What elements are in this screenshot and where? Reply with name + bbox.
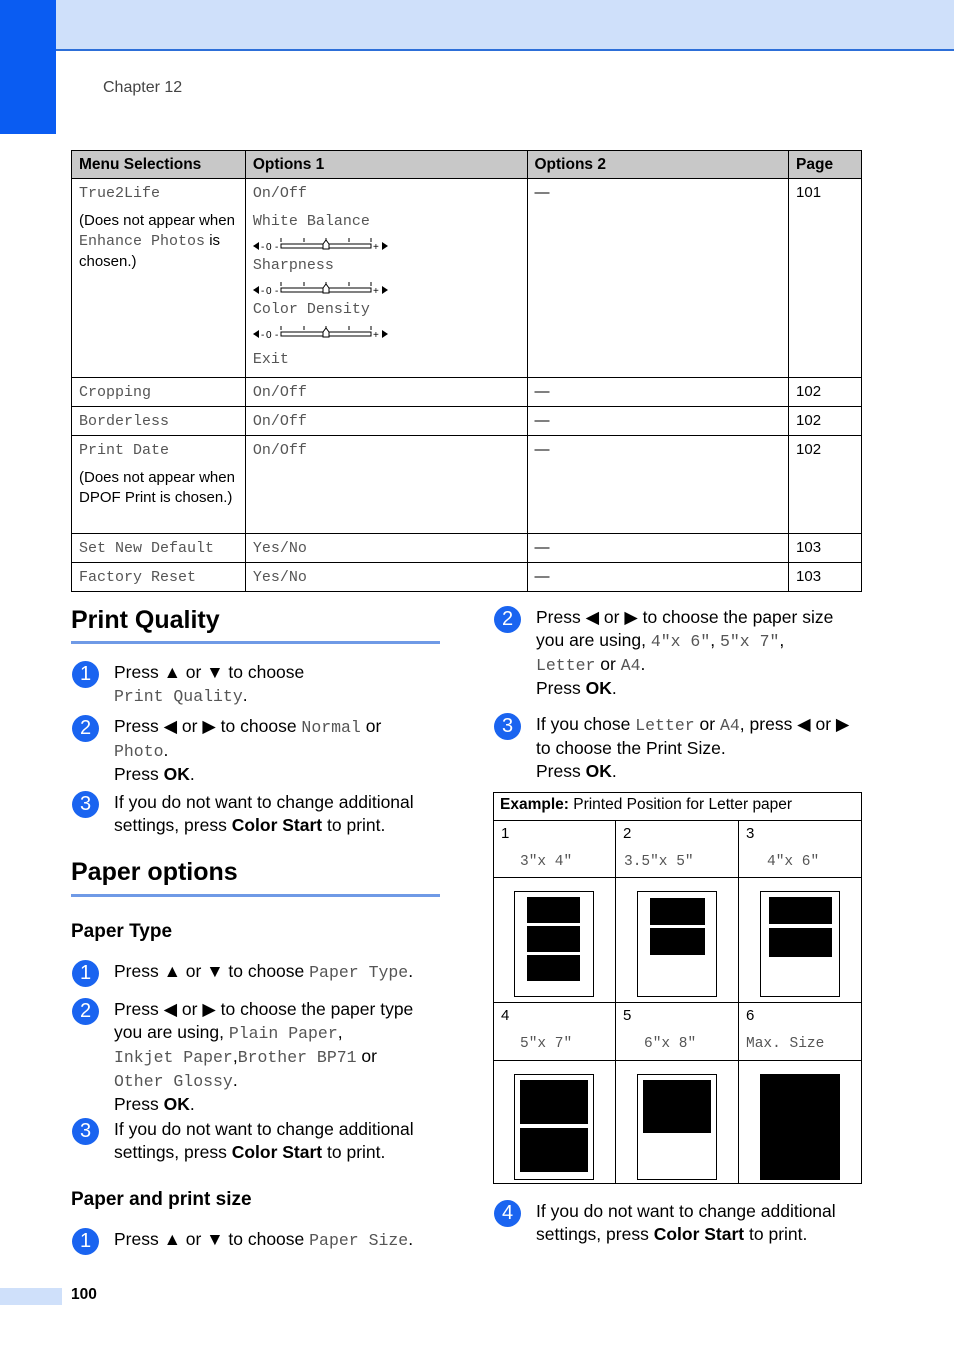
letter-paper (637, 1074, 717, 1180)
svg-text:+: + (372, 286, 379, 297)
svg-text:-: - (260, 330, 265, 341)
svg-text:-: - (274, 330, 279, 341)
letter-paper (514, 891, 594, 997)
svg-text:-: - (274, 242, 279, 253)
options2-cell: — (527, 179, 789, 378)
example-cell: 3 4"x 6" (746, 825, 820, 870)
paper-type-title: Paper Type (71, 921, 173, 942)
white-balance-slider (253, 236, 388, 256)
chapter-label: Chapter 12 (103, 79, 183, 96)
letter-paper (760, 1074, 840, 1180)
example-cell: 4 5"x 7" (501, 1007, 573, 1052)
table-row: Set New Default Yes/No — 103 (72, 534, 862, 563)
header-options2: Options 2 (527, 151, 789, 179)
options1-cell: On/Off White Balance - 0 - + Sharpness - 0 - + Color Density - 0 - + Exit (245, 179, 527, 378)
svg-text:0: 0 (265, 330, 272, 341)
table-row: Borderless On/Off — 102 (72, 407, 862, 436)
section-rule (71, 641, 440, 644)
color-density-slider (253, 324, 388, 344)
header-menu: Menu Selections (72, 151, 246, 179)
table-header-row (72, 151, 862, 179)
svg-text:+: + (372, 330, 379, 341)
page-cell: 101 (789, 179, 862, 378)
svg-text:0: 0 (265, 242, 272, 253)
header-page: Page (789, 151, 862, 179)
svg-text:-: - (274, 286, 279, 297)
example-header: Example: Printed Position for Letter paper (494, 793, 861, 821)
example-cell: 5 6"x 8" (623, 1007, 697, 1052)
menu-table (71, 150, 862, 592)
page-number: 100 (71, 1286, 97, 1303)
table-row: Print Date (Does not appear when DPOF Print is chosen.) On/Off — 102 (72, 436, 862, 534)
menu-cell: True2Life (Does not appear when Enhance Photos is chosen.) (72, 179, 246, 378)
letter-paper (760, 891, 840, 997)
example-cell: 2 3.5"x 5" (623, 825, 694, 870)
section-rule (71, 894, 440, 897)
table-row: Factory Reset Yes/No — 103 (72, 563, 862, 592)
example-cell: 6 Max. Size (746, 1007, 825, 1052)
example-diagram (493, 792, 862, 1184)
header-bar (0, 0, 954, 51)
svg-text:-: - (260, 242, 265, 253)
letter-paper (514, 1074, 594, 1180)
page-tab (0, 1288, 62, 1305)
chapter-tab (0, 0, 56, 134)
table-row (72, 179, 862, 378)
print-quality-title: Print Quality (71, 606, 220, 634)
svg-text:-: - (260, 286, 265, 297)
example-cell: 1 3"x 4" (501, 825, 573, 870)
paper-size-title: Paper and print size (71, 1189, 252, 1210)
svg-text:+: + (372, 242, 379, 253)
paper-options-title: Paper options (71, 858, 238, 886)
letter-paper (637, 891, 717, 997)
svg-text:0: 0 (265, 286, 272, 297)
sharpness-slider (253, 280, 388, 300)
header-options1: Options 1 (245, 151, 527, 179)
table-row: Cropping On/Off — 102 (72, 378, 862, 407)
